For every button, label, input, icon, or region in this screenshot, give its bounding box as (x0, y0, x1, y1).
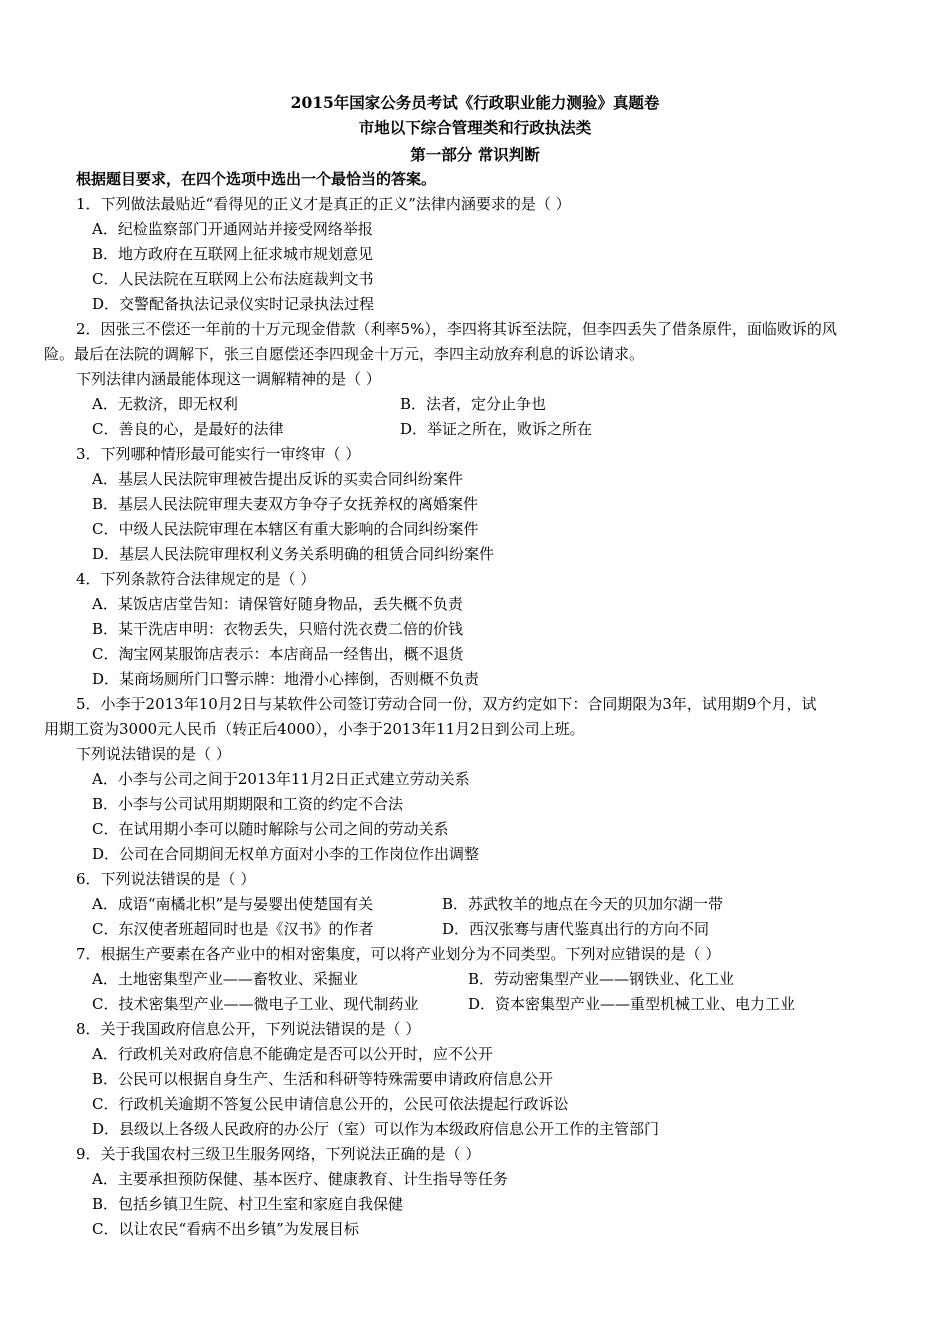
question-5-stem-line-3: 下列说法错误的是（ ） (76, 745, 231, 763)
question-5-option-c: C．在试用期小李可以随时解除与公司之间的劳动关系 (92, 820, 449, 838)
question-4-option-d: D．某商场厕所门口警示牌：地滑小心摔倒，否则概不负责 (92, 670, 480, 688)
question-2-stem-line-1: 2．因张三不偿还一年前的十万元现金借款（利率5%），李四将其诉至法院，但李四丢失了借条原件，面临败诉的风 (76, 320, 837, 338)
question-1-option-a: A．纪检监察部门开通网站并接受网络举报 (92, 220, 373, 238)
question-5-option-b: B．小李与公司试用期期限和工资的约定不合法 (92, 795, 404, 813)
question-6-option-c: C．东汉使者班超同时也是《汉书》的作者 (92, 920, 374, 938)
question-7-option-a: A．土地密集型产业——畜牧业、采掘业 (92, 970, 358, 988)
question-8-option-a: A．行政机关对政府信息不能确定是否可以公开时，应不公开 (92, 1045, 493, 1063)
question-7-options-row-2 (0, 992, 950, 1017)
question-5-option-a: A．小李与公司之间于2013年11月2日正式建立劳动关系 (92, 770, 470, 788)
question-4-option-b: B．某干洗店申明：衣物丢失，只赔付洗衣费二倍的价钱 (92, 620, 464, 638)
instruction: 根据题目要求，在四个选项中选出一个最恰当的答案。 (76, 170, 437, 188)
question-5-stem-line-2: 用期工资为3000元人民币（转正后4000），小李于2013年11月2日到公司上班。 (44, 720, 585, 738)
question-8-stem: 8．关于我国政府信息公开，下列说法错误的是（ ） (76, 1020, 421, 1038)
question-2-option-d: D．举证之所在，败诉之所在 (400, 420, 593, 438)
question-2-options-row-1 (0, 392, 950, 417)
question-2-stem-line-2: 险。最后在法院的调解下，张三自愿偿还李四现金十万元，李四主动放弃利息的诉讼请求。 (44, 345, 645, 363)
question-9-stem: 9．关于我国农村三级卫生服务网络，下列说法正确的是（ ） (76, 1145, 481, 1163)
exam-subtitle: 市地以下综合管理类和行政执法类 (358, 118, 592, 137)
question-9-option-a: A．主要承担预防保健、基本医疗、健康教育、计生指导等任务 (92, 1170, 508, 1188)
question-6-options-row-2 (0, 917, 950, 942)
question-6-stem: 6．下列说法错误的是（ ） (76, 870, 256, 888)
question-1-option-c: C．人民法院在互联网上公布法庭裁判文书 (92, 270, 374, 288)
question-9-option-b: B．包括乡镇卫生院、村卫生室和家庭自我保健 (92, 1195, 404, 1213)
question-2-options-row-2 (0, 417, 950, 442)
question-1-option-b: B．地方政府在互联网上征求城市规划意见 (92, 245, 374, 263)
question-3-option-a: A．基层人民法院审理被告提出反诉的买卖合同纠纷案件 (92, 470, 463, 488)
exam-title: 2015年国家公务员考试《行政职业能力测验》真题卷 (290, 93, 660, 112)
question-2-option-b: B．法者，定分止争也 (400, 395, 547, 413)
question-4-option-a: A．某饭店店堂告知：请保管好随身物品，丢失概不负责 (92, 595, 463, 613)
question-8-option-d: D．县级以上各级人民政府的办公厅（室）可以作为本级政府信息公开工作的主管部门 (92, 1120, 660, 1138)
question-7-options-row-1 (0, 967, 950, 992)
question-6-option-a: A．成语“南橘北枳”是与晏婴出使楚国有关 (92, 895, 374, 913)
question-5-stem-line-1: 5．小李于2013年10月2日与某软件公司签订劳动合同一份，双方约定如下：合同期限为3年，试用期9个月，试 (76, 695, 817, 713)
question-8-option-c: C．行政机关逾期不答复公民申请信息公开的，公民可依法提起行政诉讼 (92, 1095, 569, 1113)
question-6-options-row-1 (0, 892, 950, 917)
question-8-option-b: B．公民可以根据自身生产、生活和科研等特殊需要申请政府信息公开 (92, 1070, 554, 1088)
question-4-option-c: C．淘宝网某服饰店表示：本店商品一经售出，概不退货 (92, 645, 464, 663)
question-2-option-c: C．善良的心，是最好的法律 (92, 420, 284, 438)
question-3-option-c: C．中级人民法院审理在本辖区有重大影响的合同纠纷案件 (92, 520, 479, 538)
question-2-stem-line-3: 下列法律内涵最能体现这一调解精神的是（ ） (76, 370, 381, 388)
question-5-option-d: D．公司在合同期间无权单方面对小李的工作岗位作出调整 (92, 845, 480, 863)
question-1-stem: 1．下列做法最贴近“看得见的正义才是真正的正义”法律内涵要求的是（ ） (76, 195, 571, 213)
question-7-option-b: B．劳动密集型产业——钢铁业、化工业 (468, 970, 735, 988)
question-4-stem: 4．下列条款符合法律规定的是（ ） (76, 570, 316, 588)
question-6-option-d: D．西汉张骞与唐代鉴真出行的方向不同 (442, 920, 710, 938)
question-3-option-d: D．基层人民法院审理权利义务关系明确的租赁合同纠纷案件 (92, 545, 495, 563)
question-7-option-c: C．技术密集型产业——微电子工业、现代制药业 (92, 995, 419, 1013)
question-7-option-d: D．资本密集型产业——重型机械工业、电力工业 (468, 995, 796, 1013)
question-7-stem: 7．根据生产要素在各产业中的相对密集度，可以将产业划分为不同类型。下列对应错误的是（ ） (76, 945, 721, 963)
question-9-option-c: C．以让农民“看病不出乡镇”为发展目标 (92, 1220, 359, 1238)
question-6-option-b: B．苏武牧羊的地点在今天的贝加尔湖一带 (442, 895, 724, 913)
question-3-stem: 3．下列哪种情形最可能实行一审终审（ ） (76, 445, 361, 463)
part-heading: 第一部分 常识判断 (410, 145, 540, 164)
question-3-option-b: B．基层人民法院审理夫妻双方争夺子女抚养权的离婚案件 (92, 495, 479, 513)
question-1-option-d: D．交警配备执法记录仪实时记录执法过程 (92, 295, 375, 313)
question-2-option-a: A．无救济，即无权利 (92, 395, 238, 413)
